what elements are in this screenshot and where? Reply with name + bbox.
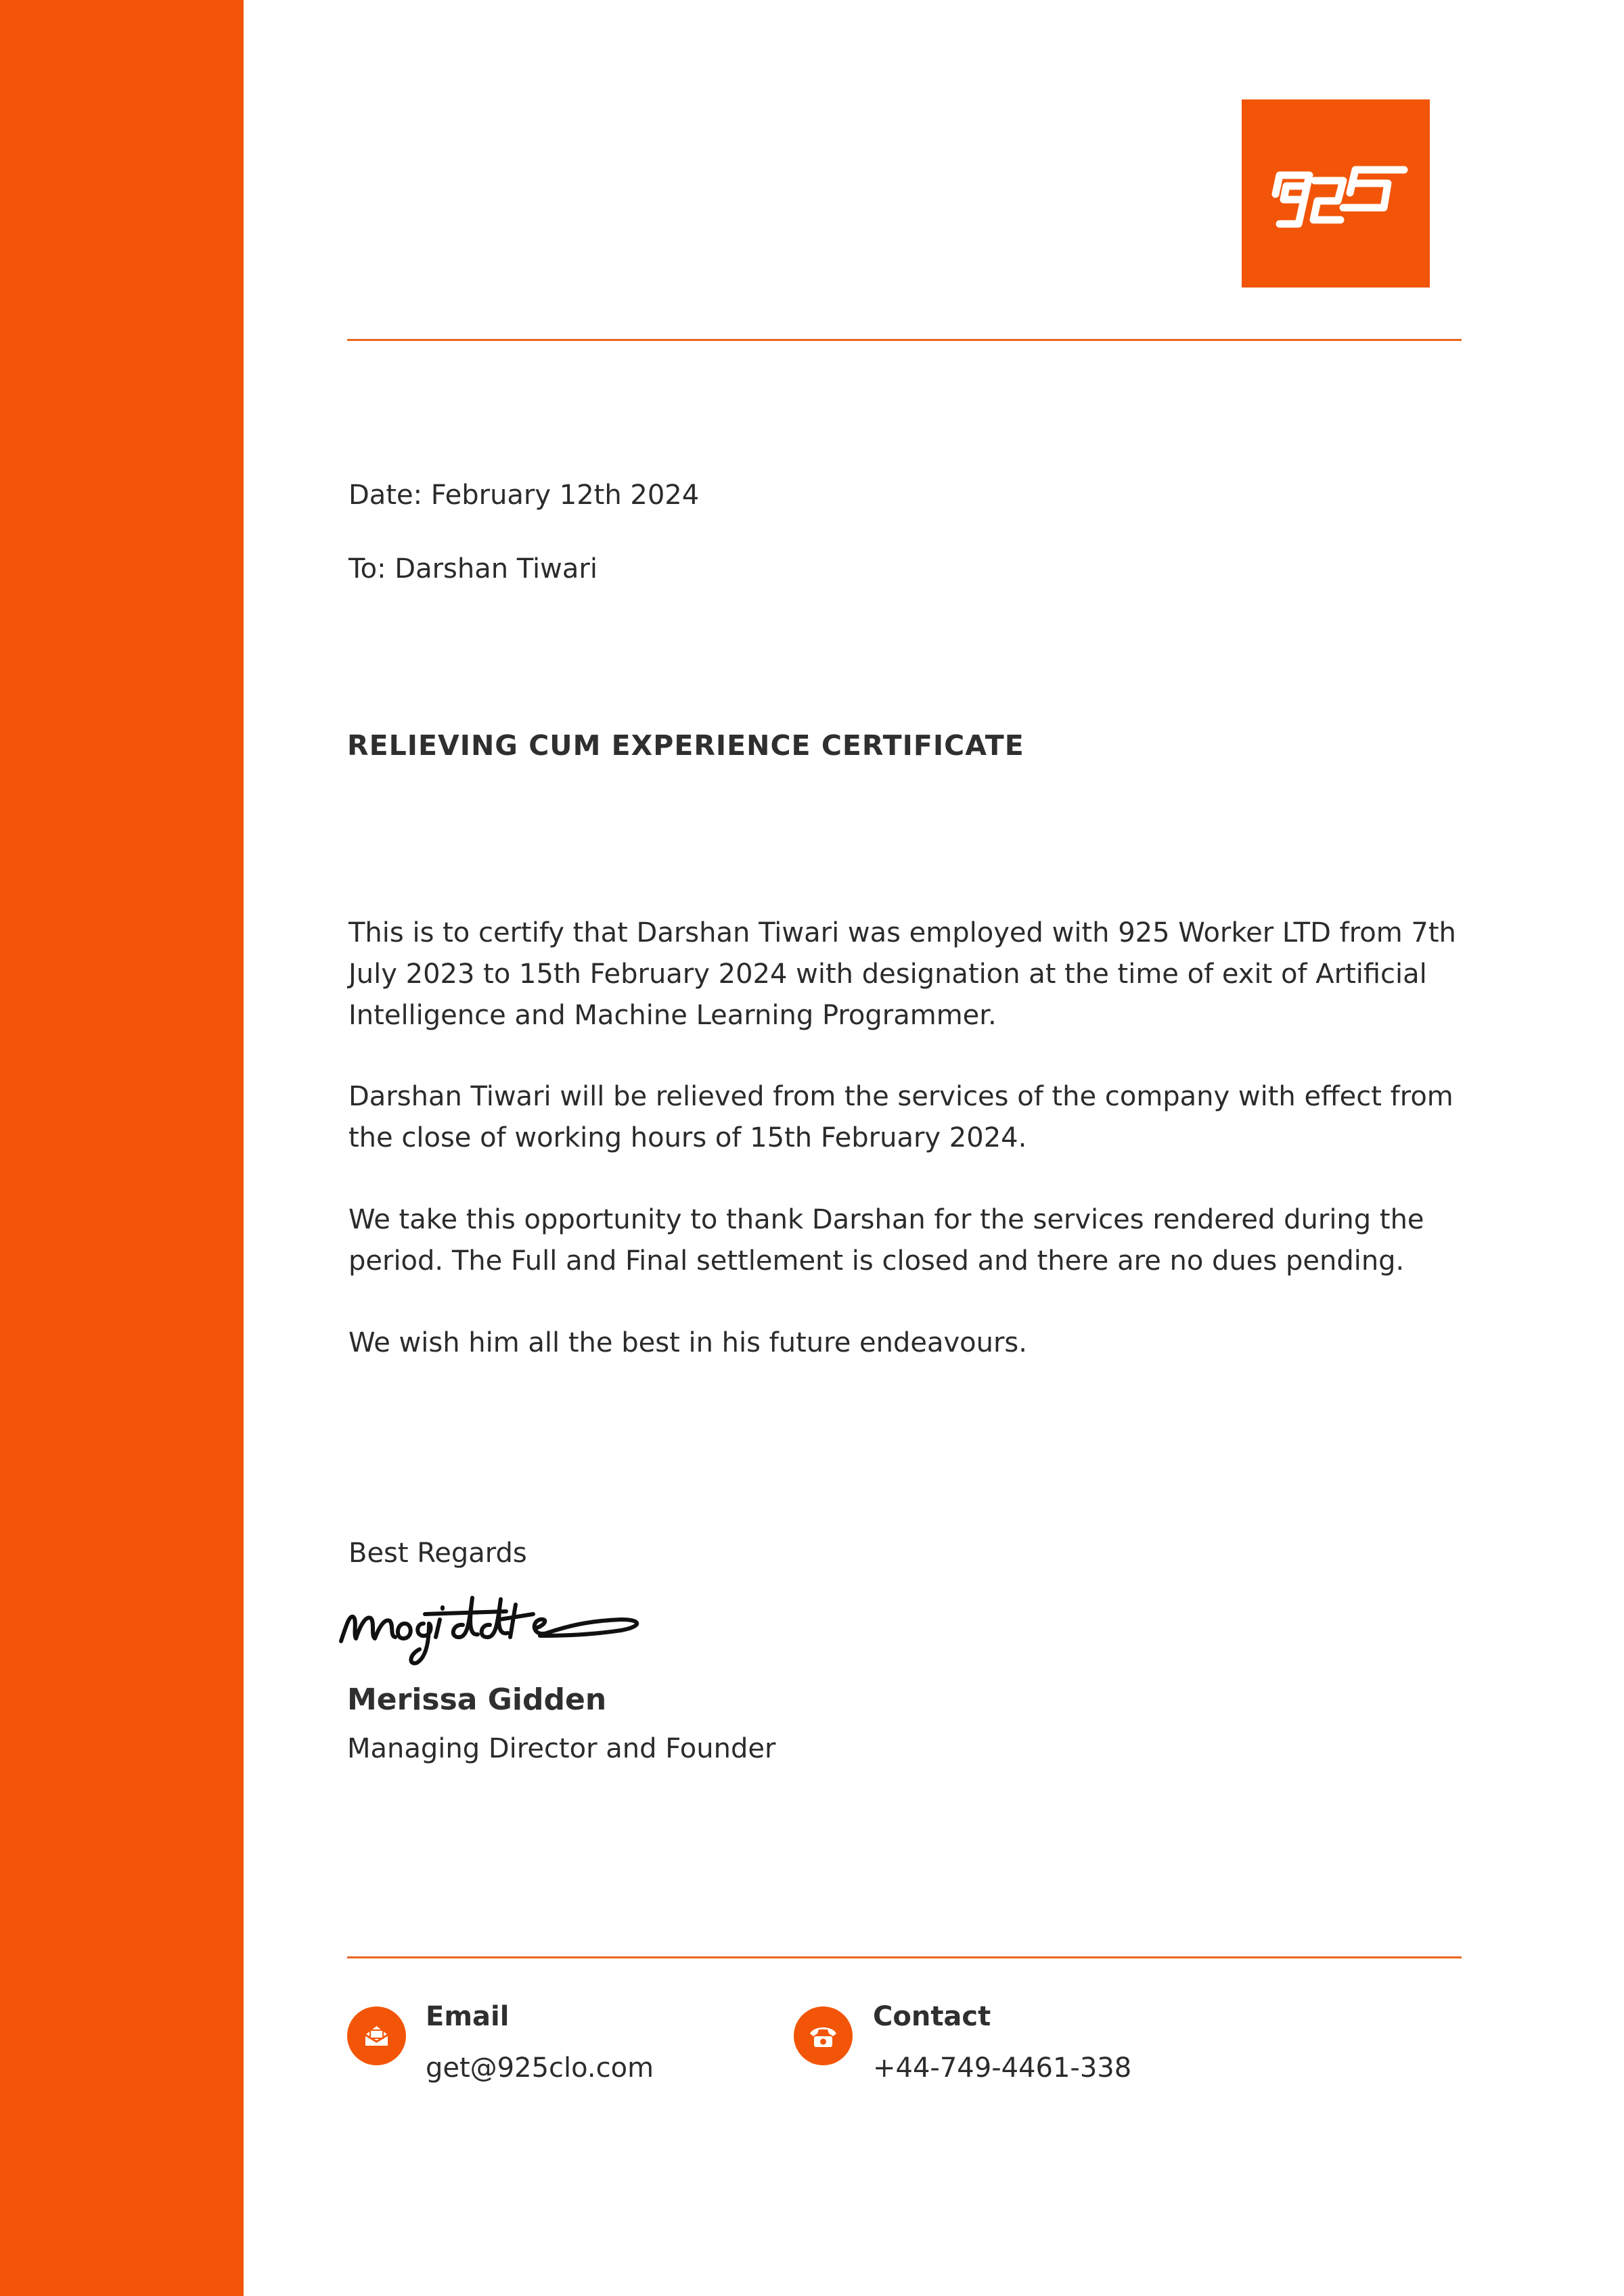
signatory-role: Managing Director and Founder <box>347 1733 776 1764</box>
footer-divider <box>347 1956 1462 1958</box>
paragraph-line: Intelligence and Machine Learning Programmer. <box>348 1000 997 1031</box>
envelope-icon <box>347 2006 406 2065</box>
signatory-name: Merissa Gidden <box>347 1682 607 1717</box>
contact-badge <box>794 2006 853 2065</box>
contact-label: Contact <box>873 2001 991 2032</box>
contact-phone-link[interactable]: +44-749-4461-338 <box>873 2052 1132 2084</box>
paragraph-relieving <box>348 1076 1463 1159</box>
paragraph-line: This is to certify that Darshan Tiwari was employed with 925 Worker LTD from 7th <box>348 917 1456 948</box>
closing-regards: Best Regards <box>348 1538 527 1569</box>
letter-date: Date: February 12th 2024 <box>348 480 700 511</box>
signature-icon <box>337 1584 648 1672</box>
side-accent-bar <box>0 0 244 2296</box>
letter-recipient: To: Darshan Tiwari <box>348 553 597 584</box>
email-badge <box>347 2006 406 2065</box>
paragraph-line: We wish him all the best in his future endeavours. <box>348 1327 1027 1358</box>
paragraph-line: Darshan Tiwari will be relieved from the services of the company with effect from <box>348 1081 1453 1112</box>
925-logo-icon <box>1242 99 1430 288</box>
paragraph-line: the close of working hours of 15th February 2024. <box>348 1122 1027 1153</box>
paragraph-thanks <box>348 1199 1463 1282</box>
header-divider <box>347 339 1462 341</box>
paragraph-line: We take this opportunity to thank Darshan for the services rendered during the <box>348 1204 1424 1235</box>
paragraph-line: July 2023 to 15th February 2024 with designation at the time of exit of Artificial <box>348 959 1427 990</box>
phone-icon <box>794 2006 853 2065</box>
certificate-title: RELIEVING CUM EXPERIENCE CERTIFICATE <box>347 729 1024 762</box>
company-logo <box>1242 99 1430 288</box>
email-label: Email <box>426 2001 510 2032</box>
paragraph-wishes <box>348 1323 1463 1364</box>
paragraph-line: period. The Full and Final settlement is closed and there are no dues pending. <box>348 1245 1405 1277</box>
email-link[interactable]: get@925clo.com <box>426 2052 654 2084</box>
paragraph-employment <box>348 913 1463 1036</box>
